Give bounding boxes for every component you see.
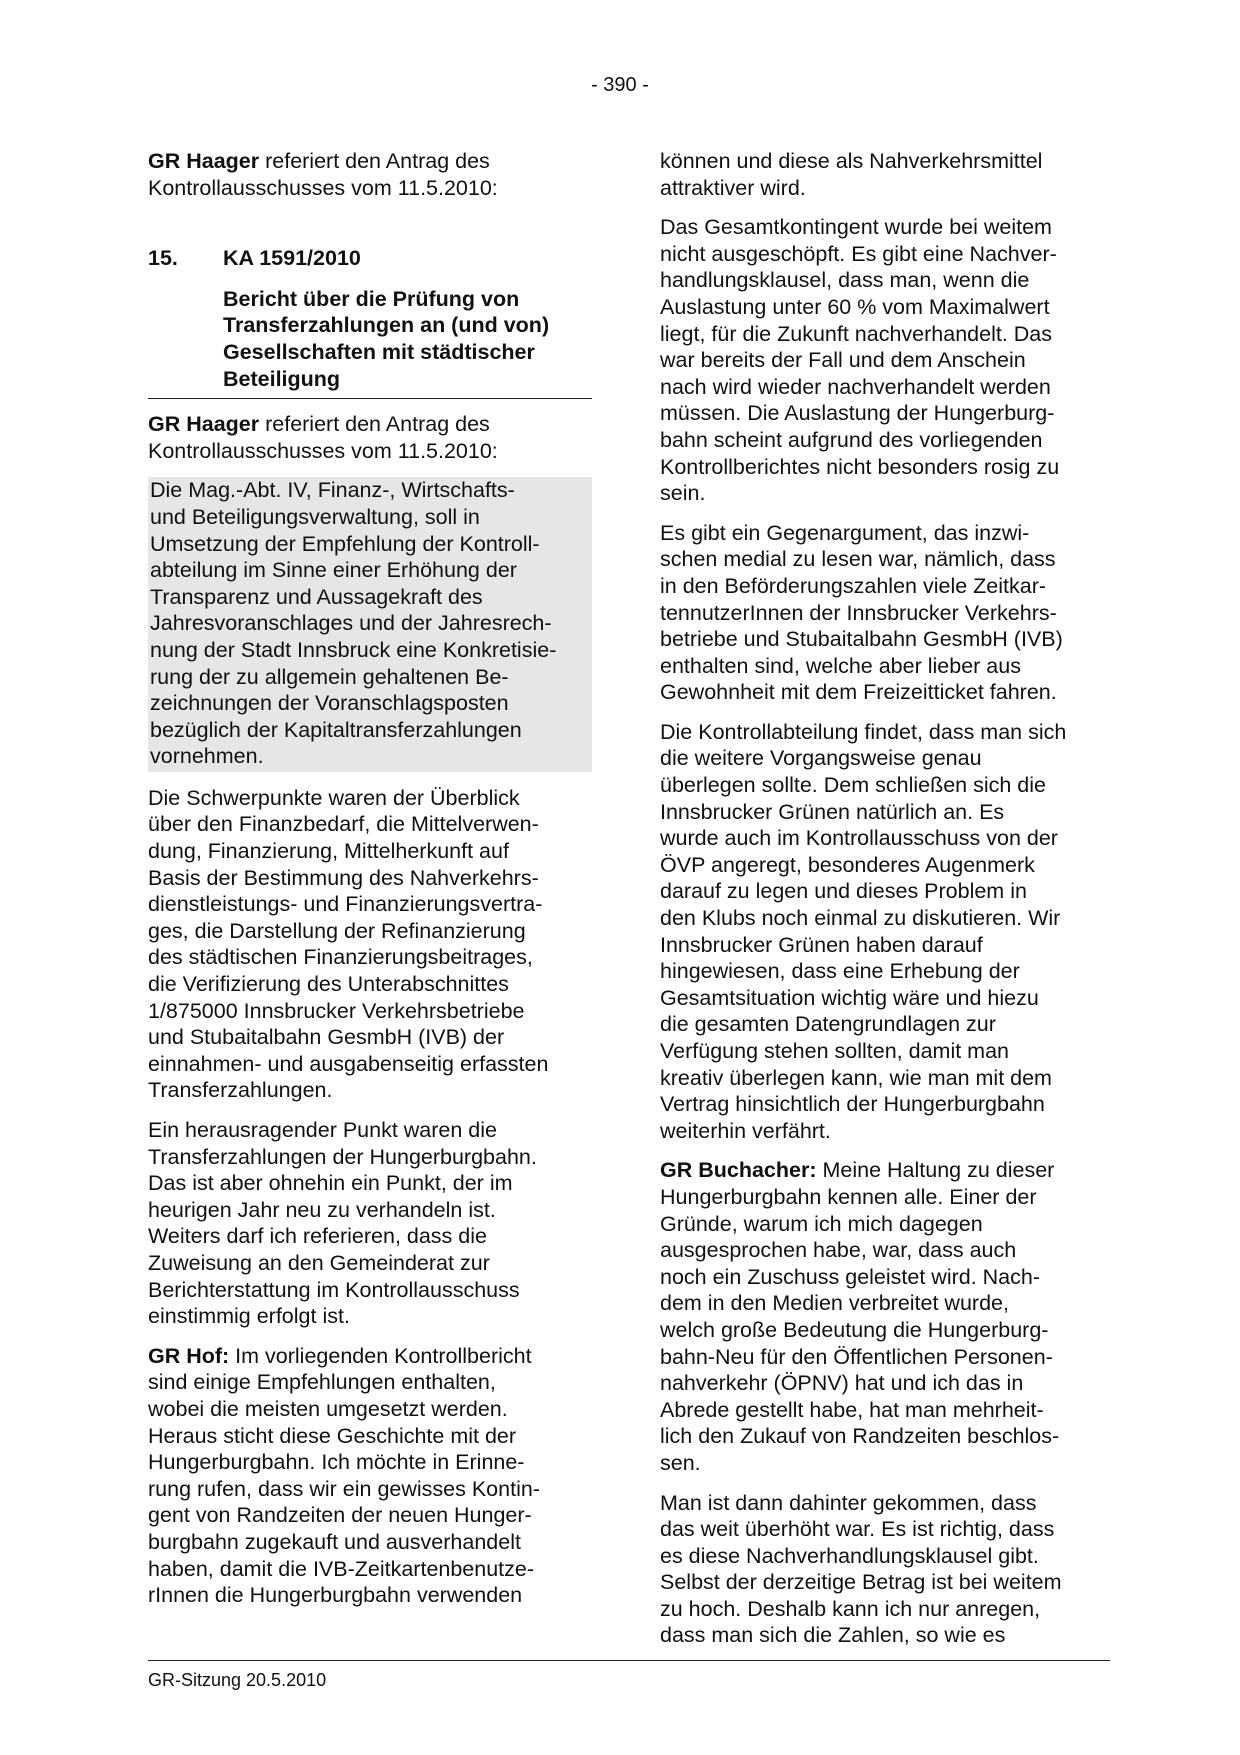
- body-paragraph: Ein herausragender Punkt waren die Transferzahlungen der Hungerburgbahn. Das ist aber ohnehin ein Punkt, der im heurigen Jahr neu zu verhandeln ist. Weiters darf ich referieren, dass die Zuweisung an den Gemeinderat zur Berichterstattung im Kontrollausschuss einstimmig erfolgt ist.: [148, 1118, 537, 1329]
- paragraph-text: Meine Haltung zu dieser Hungerburgbahn kennen alle. Einer der Gründe, warum ich mich dagegen ausgesprochen habe, war, dass auch noch ein Zuschuss geleistet wird. Nach- dem in den Medien verbreitet wurde, welch große Bedeutung die Hungerburg- bahn-Neu für den Öffentlichen Personen- nahverkehr (ÖPNV) hat und ich das in Abrede gestellt habe, hat man mehrheit- lich den Zukauf von Randzeiten beschlos- sen.: [660, 1158, 1060, 1475]
- body-paragraph: Die Schwerpunkte waren der Überblick über den Finanzbedarf, die Mittelverwen- dung, Finanzierung, Mittelherkunft auf Basis der Bestimmung des Nahverkehrs- dienstleistungs- und Finanzierungsvertra- ges, die Darstellung der Refinanzierung des städtischen Finanzierungsbeitrages, die Verifizierung des Unterabschnittes 1/875000 Innsbrucker Verkehrsbetriebe und Stubaitalbahn GesmbH (IVB) der einnahmen- und ausgabenseitig erfassten Transferzahlungen.: [148, 785, 549, 1103]
- motion-text-box: Die Mag.-Abt. IV, Finanz-, Wirtschafts- und Beteiligungsverwaltung, soll in Umsetzung der Empfehlung der Kontroll- abteilung im Sinne einer Erhöhung der Transparenz und Aussagekraft des Jahresvoranschlages und der Jahresrech- nung der Stadt Innsbruck eine Konkretisie- rung der zu allgemein gehaltenen Be- zeichnungen der Voranschlagsposten bezüglich der Kapitaltransferzahlungen vornehmen.: [148, 477, 592, 772]
- body-paragraph: Die Kontrollabteilung findet, dass man sich die weitere Vorgangsweise genau überlegen sollte. Dem schließen sich die Innsbrucker Grünen natürlich an. Es wurde auch im Kontrollausschuss von der ÖVP angeregt, besonderes Augenmerk darauf zu legen und dieses Problem in den Klubs noch einmal zu diskutieren. Wir Innsbrucker Grünen haben darauf hingewiesen, dass eine Erhebung der Gesamtsituation wichtig wäre und hiezu die gesamten Datengrundlagen zur Verfügung stehen sollten, damit man kreativ überlegen kann, wie man mit dem Vertrag hinsichtlich der Hungerburgbahn weiterhin verfährt.: [660, 719, 1067, 1143]
- agenda-subject: Bericht über die Prüfung von Transferzahlungen an (und von) Gesellschaften mit städtischer Beteiligung: [223, 286, 550, 391]
- body-paragraph: Man ist dann dahinter gekommen, dass das weit überhöht war. Es ist richtig, dass es diese Nachverhandlungsklausel gibt. Selbst der derzeitige Betrag ist bei weitem zu hoch. Deshalb kann ich nur anregen, dass man sich die Zahlen, so wie es: [660, 1490, 1062, 1648]
- left-column: [148, 148, 592, 1622]
- speaker-name: GR Hof:: [148, 1343, 230, 1368]
- right-column: [660, 148, 1110, 1662]
- speech-paragraph: [148, 1343, 592, 1609]
- body-paragraph: Das Gesamtkontingent wurde bei weitem nicht ausgeschöpft. Es gibt eine Nachver- handlungsklausel, dass man, wenn die Auslastung unter 60 % vom Maximalwert liegt, für die Zukunft nachverhandelt. Das war bereits der Fall und dem Anschein nach wird wieder nachverhandelt werden müssen. Die Auslastung der Hungerburg- bahn scheint aufgrund des vorliegenden Kontrollberichtes nicht besonders rosig zu sein.: [660, 215, 1060, 506]
- agenda-code: KA 1591/2010: [223, 246, 361, 271]
- page-number: - 390 -: [591, 74, 649, 96]
- speaker-name: GR Haager: [148, 149, 260, 173]
- speaker-name: GR Haager: [148, 412, 260, 437]
- agenda-item-heading: [148, 245, 592, 272]
- paragraph-text: Im vorliegenden Kontrollbericht sind einige Empfehlungen enthalten, wobei die meisten umgesetzt werden. Heraus sticht diese Geschichte mit der Hungerburgbahn. Ich möchte in Erinne- rung rufen, dass wir ein gewisses Kontin- gent von Randzeiten der neuen Hunger- burgbahn zugekauft und ausverhandelt haben, damit die IVB-Zeitkartenbenutze- rInnen die Hungerburgbahn verwenden: [148, 1343, 540, 1608]
- section-divider: [148, 398, 592, 399]
- paragraph-text: referiert den Antrag des Kontrollausschusses vom 11.5.2010:: [148, 149, 498, 200]
- body-paragraph: können und diese als Nahverkehrsmittel attraktiver wird.: [660, 149, 1043, 200]
- agenda-number: 15.: [148, 246, 178, 271]
- referral-paragraph: [148, 411, 592, 464]
- body-paragraph: Es gibt ein Gegenargument, das inzwi- schen medial zu lesen war, nämlich, dass in den Beförderungszahlen viele Zeitkar- tennutzerInnen der Innsbrucker Verkehrs- betriebe und Stubaitalbahn GesmbH (IVB) enthalten sind, welche aber lieber aus Gewohnheit mit dem Freizeitticket fahren.: [660, 520, 1063, 705]
- speech-paragraph: [660, 1157, 1110, 1476]
- speaker-name: GR Buchacher:: [660, 1158, 817, 1183]
- paragraph-text: referiert den Antrag des Kontrollausschusses vom 11.5.2010:: [148, 412, 498, 463]
- footer-text: GR-Sitzung 20.5.2010: [148, 1670, 327, 1690]
- intro-paragraph: [148, 148, 592, 201]
- footer-divider: [148, 1660, 1110, 1661]
